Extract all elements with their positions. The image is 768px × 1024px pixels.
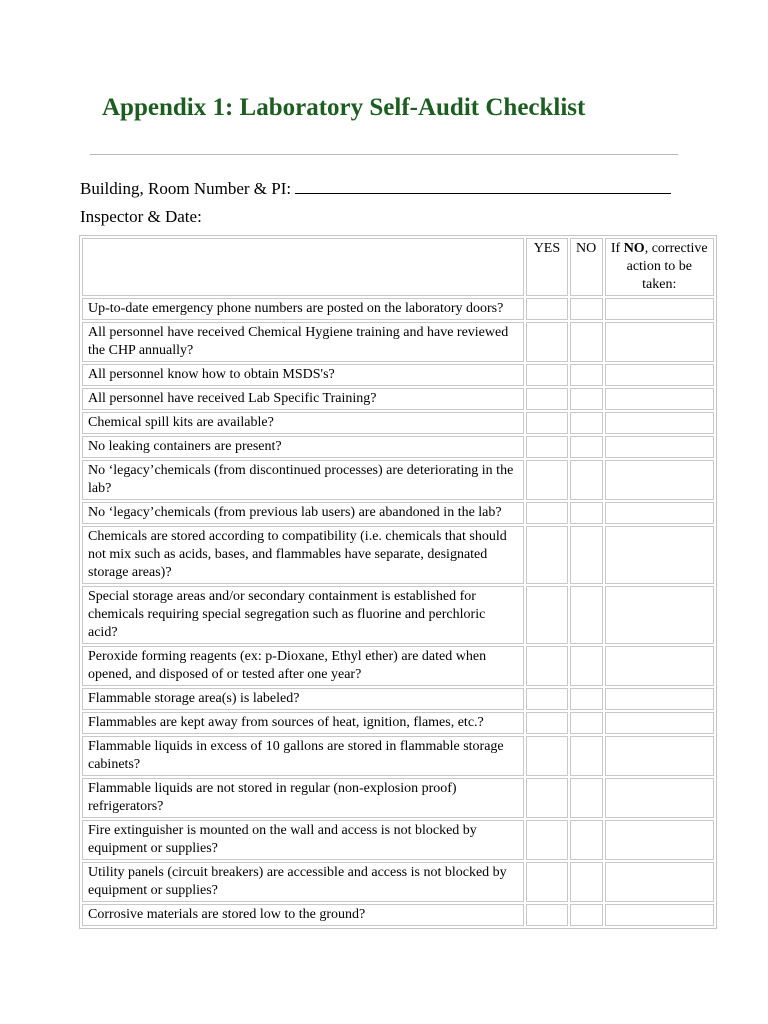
no-checkbox-cell[interactable] [570, 778, 603, 818]
table-row [82, 322, 714, 362]
corrective-action-header: If NO, corrective action to be taken: [605, 238, 714, 296]
no-checkbox-cell[interactable] [570, 904, 603, 926]
table-row [82, 862, 714, 902]
corrective-action-cell[interactable] [605, 460, 714, 500]
question-cell: All personnel have received Lab Specific Training? [82, 388, 524, 410]
corrective-action-cell[interactable] [605, 436, 714, 458]
no-checkbox-cell[interactable] [570, 586, 603, 644]
question-cell: All personnel have received Chemical Hygiene training and have reviewed the CHP annually? [82, 322, 524, 362]
table-row [82, 736, 714, 776]
corrective-action-cell[interactable] [605, 298, 714, 320]
checklist-table [79, 235, 717, 929]
corrective-action-cell[interactable] [605, 322, 714, 362]
question-cell: Chemicals are stored according to compatibility (i.e. chemicals that should not mix such as acids, bases, and flammables have separate, designated storage areas)? [82, 526, 524, 584]
no-checkbox-cell[interactable] [570, 736, 603, 776]
no-checkbox-cell[interactable] [570, 862, 603, 902]
building-room-pi-label: Building, Room Number & PI: [80, 179, 292, 198]
question-cell: Corrosive materials are stored low to the ground? [82, 904, 524, 926]
yes-checkbox-cell[interactable] [526, 526, 568, 584]
corrective-action-cell[interactable] [605, 388, 714, 410]
corrective-action-cell[interactable] [605, 364, 714, 386]
yes-checkbox-cell[interactable] [526, 388, 568, 410]
question-cell: Flammable liquids are not stored in regular (non-explosion proof) refrigerators? [82, 778, 524, 818]
no-checkbox-cell[interactable] [570, 322, 603, 362]
question-cell: Chemical spill kits are available? [82, 412, 524, 434]
yes-checkbox-cell[interactable] [526, 586, 568, 644]
corrective-action-cell[interactable] [605, 502, 714, 524]
no-checkbox-cell[interactable] [570, 820, 603, 860]
corrective-action-cell[interactable] [605, 862, 714, 902]
yes-checkbox-cell[interactable] [526, 412, 568, 434]
no-checkbox-cell[interactable] [570, 646, 603, 686]
no-checkbox-cell[interactable] [570, 298, 603, 320]
no-checkbox-cell[interactable] [570, 502, 603, 524]
question-header [82, 238, 524, 296]
no-checkbox-cell[interactable] [570, 460, 603, 500]
table-row [82, 526, 714, 584]
table-row [82, 412, 714, 434]
table-row [82, 460, 714, 500]
table-row [82, 712, 714, 734]
corrective-action-cell[interactable] [605, 712, 714, 734]
no-emphasis: NO [623, 241, 645, 256]
table-row [82, 436, 714, 458]
corrective-action-cell[interactable] [605, 412, 714, 434]
corrective-action-cell[interactable] [605, 688, 714, 710]
no-checkbox-cell[interactable] [570, 688, 603, 710]
no-checkbox-cell[interactable] [570, 526, 603, 584]
no-checkbox-cell[interactable] [570, 436, 603, 458]
corrective-action-cell[interactable] [605, 904, 714, 926]
yes-checkbox-cell[interactable] [526, 820, 568, 860]
yes-checkbox-cell[interactable] [526, 298, 568, 320]
yes-checkbox-cell[interactable] [526, 688, 568, 710]
corrective-action-cell[interactable] [605, 646, 714, 686]
yes-checkbox-cell[interactable] [526, 778, 568, 818]
inspector-date-label: Inspector & Date: [80, 207, 202, 226]
yes-checkbox-cell[interactable] [526, 736, 568, 776]
question-cell: Up-to-date emergency phone numbers are posted on the laboratory doors? [82, 298, 524, 320]
no-checkbox-cell[interactable] [570, 712, 603, 734]
question-cell: Flammable liquids in excess of 10 gallons are stored in flammable storage cabinets? [82, 736, 524, 776]
table-row [82, 502, 714, 524]
no-header: NO [570, 238, 603, 296]
question-cell: No ‘legacy’chemicals (from discontinued processes) are deteriorating in the lab? [82, 460, 524, 500]
yes-checkbox-cell[interactable] [526, 862, 568, 902]
table-row [82, 388, 714, 410]
inspector-date-field[interactable] [80, 207, 202, 227]
table-row [82, 298, 714, 320]
question-cell: Utility panels (circuit breakers) are accessible and access is not blocked by equipment or supplies? [82, 862, 524, 902]
header-row [82, 238, 714, 296]
title-divider [90, 154, 678, 155]
corrective-action-cell[interactable] [605, 820, 714, 860]
building-room-pi-field[interactable] [80, 178, 671, 199]
question-cell: Peroxide forming reagents (ex: p-Dioxane, Ethyl ether) are dated when opened, and disposed of or tested after one year? [82, 646, 524, 686]
corrective-action-cell[interactable] [605, 526, 714, 584]
yes-checkbox-cell[interactable] [526, 364, 568, 386]
corrective-action-cell[interactable] [605, 736, 714, 776]
table-row [82, 364, 714, 386]
question-cell: No leaking containers are present? [82, 436, 524, 458]
no-checkbox-cell[interactable] [570, 364, 603, 386]
yes-checkbox-cell[interactable] [526, 712, 568, 734]
yes-checkbox-cell[interactable] [526, 502, 568, 524]
yes-header: YES [526, 238, 568, 296]
yes-checkbox-cell[interactable] [526, 646, 568, 686]
table-row [82, 688, 714, 710]
question-cell: Special storage areas and/or secondary containment is established for chemicals requiring special segregation such as fluorine and perchloric acid? [82, 586, 524, 644]
yes-checkbox-cell[interactable] [526, 436, 568, 458]
building-room-pi-blank[interactable] [295, 178, 671, 194]
table-row [82, 778, 714, 818]
yes-checkbox-cell[interactable] [526, 322, 568, 362]
table-row [82, 820, 714, 860]
question-cell: All personnel know how to obtain MSDS's? [82, 364, 524, 386]
table-row [82, 904, 714, 926]
question-cell: Flammables are kept away from sources of heat, ignition, flames, etc.? [82, 712, 524, 734]
corrective-action-cell[interactable] [605, 586, 714, 644]
question-cell: Flammable storage area(s) is labeled? [82, 688, 524, 710]
no-checkbox-cell[interactable] [570, 388, 603, 410]
no-checkbox-cell[interactable] [570, 412, 603, 434]
question-cell: No ‘legacy’chemicals (from previous lab users) are abandoned in the lab? [82, 502, 524, 524]
corrective-action-cell[interactable] [605, 778, 714, 818]
yes-checkbox-cell[interactable] [526, 904, 568, 926]
page-title: Appendix 1: Laboratory Self-Audit Checklist [102, 94, 586, 121]
question-cell: Fire extinguisher is mounted on the wall and access is not blocked by equipment or supplies? [82, 820, 524, 860]
table-row [82, 646, 714, 686]
yes-checkbox-cell[interactable] [526, 460, 568, 500]
table-row [82, 586, 714, 644]
